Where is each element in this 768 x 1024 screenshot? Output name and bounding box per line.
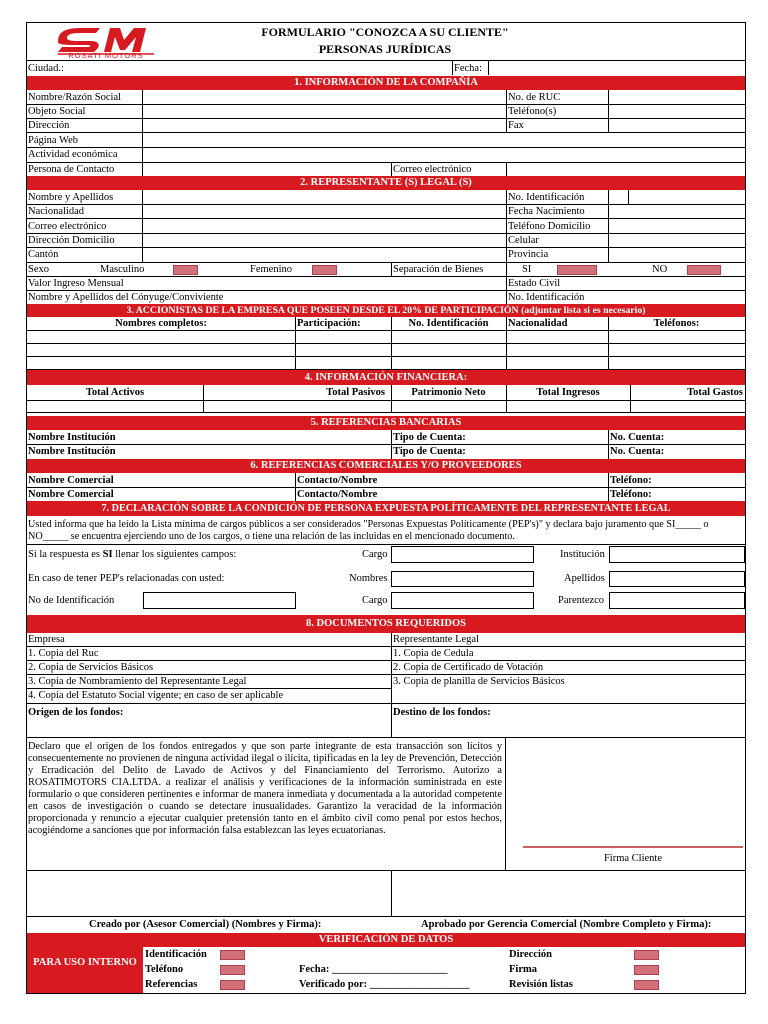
institucion-input[interactable] [609, 546, 745, 563]
bank-tipo-label: Tipo de Cuenta: [393, 432, 466, 443]
verification-header: VERIFICACIÓN DE DATOS [27, 933, 745, 947]
doc-item: 3. Copia de Nombramiento del Representante Legal [28, 676, 247, 687]
doc-item: 3. Copia de planilla de Servicios Básicos [393, 676, 565, 687]
femenino-label: Femenino [250, 264, 292, 275]
verification-block [27, 947, 745, 993]
col-nombres: Nombres completos: [115, 318, 207, 329]
section-1-header: 1. INFORMACIÓN DE LA COMPAÑÍA [27, 76, 745, 90]
destino-fondos-label: Destino de los fondos: [393, 707, 491, 718]
field-label: No. de RUC [508, 92, 561, 103]
pep-relacionadas-label: En caso de tener PEP's relacionadas con usted: [28, 573, 225, 584]
field-label: Celular [508, 235, 539, 246]
institucion-label: Institución [560, 549, 605, 560]
pep-cargo-input[interactable] [391, 592, 534, 609]
bank-cuenta-label: No. Cuenta: [610, 446, 665, 457]
rosati-logo [54, 24, 158, 60]
field-label: Dirección Domicilio [28, 235, 115, 246]
apellidos-label: Apellidos [564, 573, 605, 584]
conyuge-label: Nombre y Apellidos del Cónyuge/Conviviente [28, 292, 224, 303]
field-label: Página Web [28, 135, 78, 146]
section-4-header: 4. INFORMACIÓN FINANCIERA: [27, 370, 745, 385]
bank-inst-label: Nombre Institución [28, 446, 116, 457]
field-label: Nombre y Apellidos [28, 192, 114, 203]
verif-fecha-field[interactable]: Fecha: ______________________ [299, 964, 448, 975]
verif-direccion-label: Dirección [509, 949, 552, 960]
verif-identificacion-label: Identificación [145, 949, 207, 960]
firma-checkbox[interactable] [634, 965, 659, 975]
col-participacion: Participación: [297, 318, 361, 329]
field-label: Nombre/Razón Social [28, 92, 122, 103]
uso-interno-label: PARA USO INTERNO [33, 957, 137, 968]
cargo-label: Cargo [362, 549, 388, 560]
no-identificacion-label: No de Identificación [28, 595, 115, 606]
ciudad-label: Ciudad.: [28, 63, 64, 74]
comercial-nombre-label: Nombre Comercial [28, 489, 114, 500]
fecha-label: Fecha: [454, 63, 482, 74]
field-label: Actividad económica [28, 149, 118, 160]
col-total-activos: Total Activos [85, 387, 145, 398]
verif-telefono-label: Teléfono [145, 964, 184, 975]
sexo-label: Sexo [28, 264, 49, 275]
signatures-block [27, 870, 745, 932]
si-label: SI [522, 264, 532, 275]
field-label: Cantón [28, 249, 59, 260]
col-total-gastos: Total Gastos [687, 387, 743, 398]
pep-cargo-label: Cargo [362, 595, 388, 606]
field-label: Teléfono Domicilio [508, 221, 591, 232]
telefono-checkbox[interactable] [220, 965, 245, 975]
verif-referencias-label: Referencias [145, 979, 198, 990]
ingreso-label: Valor Ingreso Mensual [28, 278, 124, 289]
representante-label: Representante Legal [393, 634, 479, 645]
empresa-label: Empresa [28, 634, 65, 645]
verif-revision-label: Revisión listas [509, 979, 573, 990]
doc-item: 1. Copia de Cedula [393, 648, 474, 659]
parentezco-label: Parentezco [558, 595, 605, 606]
masculino-checkbox[interactable] [173, 265, 198, 275]
field-label: Persona de Contacto [28, 164, 115, 175]
logo-brand-text: ROSATI MOTORS [68, 51, 144, 60]
comercial-telefono-label: Teléfono: [610, 475, 652, 486]
section-6-header: 6. REFERENCIAS COMERCIALES Y/O PROVEEDORES [27, 459, 745, 473]
bank-references [27, 430, 745, 459]
field-label: Objeto Social [28, 106, 86, 117]
cargo-input[interactable] [391, 546, 534, 563]
doc-item: 1. Copia del Ruc [28, 648, 99, 659]
pep-apellidos-input[interactable] [609, 571, 745, 587]
section-7-header: 7. DECLARACIÓN SOBRE LA CONDICIÓN DE PERSONA EXPUESTA POLÍTICAMENTE DEL REPRESENTANTE LEGAL [27, 501, 745, 516]
origen-fondos-label: Origen de los fondos: [28, 707, 124, 718]
doc-item: 2. Copia de Certificado de Votación [393, 662, 544, 673]
direccion-checkbox[interactable] [634, 950, 659, 960]
documents-table [27, 633, 745, 705]
field-label: Provincia [508, 249, 549, 260]
section-8-header: 8. DOCUMENTOS REQUERIDOS [27, 615, 745, 633]
referencias-checkbox[interactable] [220, 980, 245, 990]
section-2-body [27, 190, 745, 304]
comercial-contacto-label: Contacto/Nombre [297, 489, 378, 500]
col-patrimonio: Patrimonio Neto [411, 387, 486, 398]
masculino-label: Masculino [100, 264, 145, 275]
creado-por-label: Creado por (Asesor Comercial) (Nombres y Firma): [89, 919, 322, 930]
field-label: Teléfono(s) [508, 106, 557, 117]
signature-line [523, 846, 743, 848]
field-label: Correo electrónico [393, 164, 472, 175]
form-title: FORMULARIO "CONOZCA A SU CLIENTE" [261, 25, 509, 39]
estado-civil-label: Estado Civil [508, 278, 561, 289]
nombres-label: Nombres [349, 573, 388, 584]
section-3-header: 3. ACCIONISTAS DE LA EMPRESA QUE POSEEN DESDE EL 20% DE PARTICIPACIÓN (adjuntar lista si es necesario) [27, 304, 745, 317]
declaration-text: Declaro que el origen de los fondos entregados y que son parte integrante de esta transacción son lícitos y consecuentemente no provienen de ninguna actividad ilegal o ilícita, tipificadas en la ley de Prevención, Detección y Erradicación del Delito de Lavado de Activos y del Financiamiento del Terrorismo. Autorizo a ROSATIMOTORS CIA.LTDA. a realizar el análisis y verificaciones de la información suministrada en este formulario o que consideren pertinentes e informar de manera inmediata y documentada a la autoridad competente en casos de investigación o cuando se detectare inusualidades. Garantizo la veracidad de la información proporcionada y renuncio a ejecutar cualquier pretensión tanto en el ámbito civil como penal por estos hechos, acogiéndome a sanciones que por información falsa establezcan las leyes ecuatorianas. [28, 741, 502, 836]
field-label: No. Identificación [508, 192, 585, 203]
doc-item: 2. Copia de Servicios Básicos [28, 662, 154, 673]
no-label: NO [652, 264, 668, 275]
declaration-block [27, 737, 745, 870]
comercial-telefono-label: Teléfono: [610, 489, 652, 500]
conyuge-id-label: No. Identificación [508, 292, 585, 303]
section-1-body [27, 90, 745, 176]
col-total-pasivos: Total Pasivos [326, 387, 385, 398]
col-nacionalidad: Nacionalidad [508, 318, 568, 329]
fondos-block [27, 703, 745, 737]
pep-paragraph-2: NO_____ se encuentra ejerciendo uno de los cargos, o tiene una relación de las incluidas en el mencionado documento. [28, 531, 515, 542]
revision-checkbox[interactable] [634, 980, 659, 990]
pep-identificacion-input[interactable] [143, 592, 296, 609]
bank-tipo-label: Tipo de Cuenta: [393, 446, 466, 457]
financial-table [27, 385, 745, 412]
separacion-si-checkbox[interactable] [557, 265, 597, 275]
col-identificacion: No. Identificación [408, 318, 489, 329]
verif-verificado-field[interactable]: Verificado por: ___________________ [299, 979, 470, 990]
field-label: Correo electrónico [28, 221, 107, 232]
pep-nombres-input[interactable] [391, 571, 534, 587]
separacion-no-checkbox[interactable] [687, 265, 721, 275]
femenino-checkbox[interactable] [312, 265, 337, 275]
field-label: Nacionalidad [28, 206, 84, 217]
comercial-nombre-label: Nombre Comercial [28, 475, 114, 486]
field-label: Fax [508, 120, 524, 131]
commercial-references [27, 473, 745, 501]
separacion-label: Separación de Bienes [393, 264, 484, 275]
col-total-ingresos: Total Ingresos [536, 387, 600, 398]
aprobado-por-label: Aprobado por Gerencia Comercial (Nombre Completo y Firma): [421, 919, 712, 930]
uso-interno-cell [27, 947, 143, 993]
col-telefonos: Teléfonos: [653, 318, 700, 329]
field-label: Fecha Nacimiento [508, 206, 585, 217]
doc-item: 4. Copia del Estatuto Social vigente; en caso de ser aplicable [28, 690, 284, 701]
section-5-header: 5. REFERENCIAS BANCARIAS [27, 416, 745, 430]
pep-paragraph-1: Usted informa que ha leído la Lista mínima de cargos públicos a ser considerados "Personas Expuestas Políticamente (PEP's)" y declara bajo juramento que SI_____ o [28, 519, 709, 530]
field-label: Dirección [28, 120, 70, 131]
si-respuesta-label: Si la respuesta es SI llenar los siguientes campos: [28, 549, 237, 560]
bank-cuenta-label: No. Cuenta: [610, 432, 665, 443]
identificacion-checkbox[interactable] [220, 950, 245, 960]
firma-cliente-label: Firma Cliente [603, 853, 663, 864]
shareholders-table [27, 317, 745, 369]
bank-inst-label: Nombre Institución [28, 432, 116, 443]
comercial-contacto-label: Contacto/Nombre [297, 475, 378, 486]
parentezco-input[interactable] [609, 592, 745, 609]
form-subtitle: PERSONAS JURÍDICAS [318, 42, 452, 56]
verif-firma-label: Firma [509, 964, 537, 975]
section-2-header: 2. REPRESENTANTE (S) LEGAL (S) [27, 176, 745, 190]
